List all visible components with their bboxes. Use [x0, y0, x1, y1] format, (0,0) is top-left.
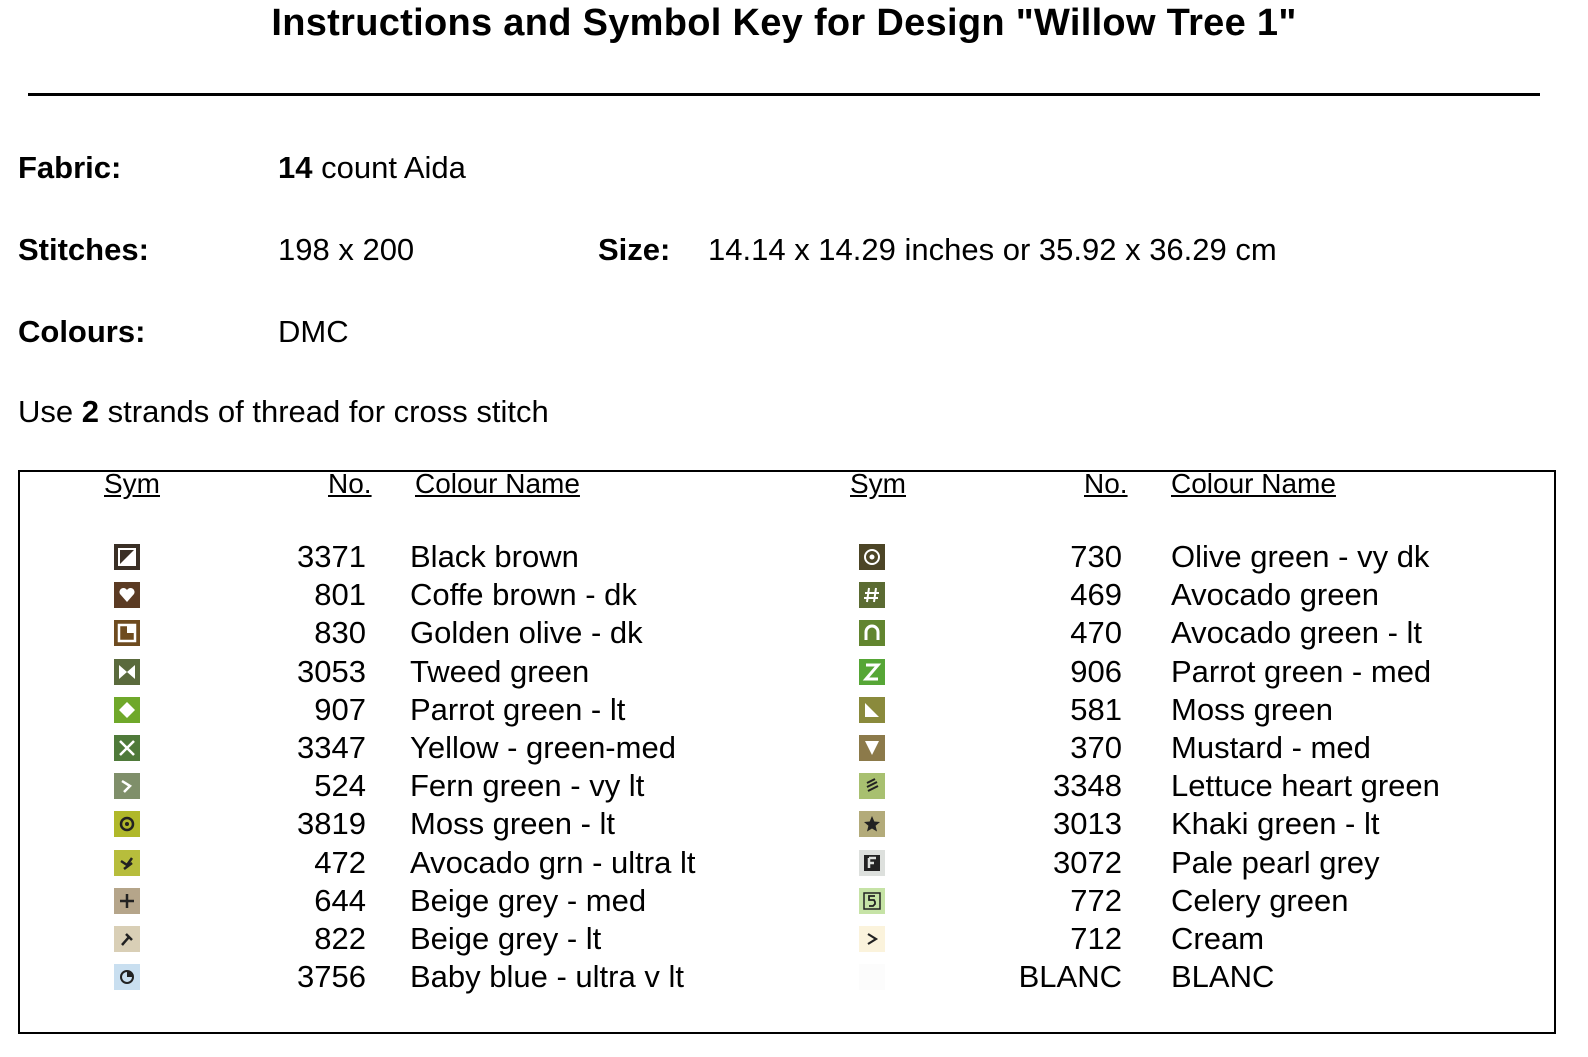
- stitches-value: 198 x 200: [278, 232, 415, 267]
- colour-name: Pale pearl grey: [1171, 844, 1380, 880]
- letter-f-icon-glyph: [861, 852, 883, 874]
- blank-icon: [859, 964, 885, 990]
- dmc-number: 822: [314, 921, 366, 956]
- stripes-icon: [859, 773, 885, 799]
- header-sym-right: Sym: [850, 468, 906, 499]
- target-circle-icon-glyph: [861, 546, 883, 568]
- colour-name: Parrot green - med: [1171, 653, 1432, 689]
- arch-icon-glyph: [861, 622, 883, 644]
- dmc-number: 370: [1070, 730, 1122, 765]
- colours-value: DMC: [278, 314, 349, 349]
- greater-than-icon: [859, 926, 885, 952]
- greater-than-icon-glyph: [861, 928, 883, 950]
- colour-name: Golden olive - dk: [410, 615, 643, 651]
- dmc-number: 3013: [1053, 806, 1122, 842]
- colour-name: Tweed green: [410, 653, 590, 689]
- triangle-corner-icon-glyph: [861, 699, 883, 721]
- target-circle-icon: [859, 544, 885, 570]
- corner-l-icon: [114, 620, 140, 646]
- colour-name: Fern green - vy lt: [410, 768, 645, 804]
- hammer-icon-glyph: [116, 928, 138, 950]
- colour-name: Coffe brown - dk: [410, 577, 637, 613]
- plus-icon-glyph: [116, 890, 138, 912]
- triangle-down-icon: [859, 735, 885, 761]
- colours-label: Colours:: [18, 314, 146, 349]
- triangle-corner-icon: [859, 697, 885, 723]
- dmc-number: 772: [1070, 882, 1122, 918]
- arrow-check-icon-glyph: [116, 852, 138, 874]
- number-5-icon: [859, 888, 885, 914]
- pie-circle-icon-glyph: [116, 966, 138, 988]
- swirl-circle-icon-glyph: [116, 813, 138, 835]
- colour-name: Parrot green - lt: [410, 691, 626, 727]
- hash-icon: [859, 582, 885, 608]
- letter-z-icon-glyph: [861, 661, 883, 683]
- dmc-number: 3347: [297, 730, 366, 765]
- diamond-icon-glyph: [116, 699, 138, 721]
- heart-icon-glyph: [116, 584, 138, 606]
- dmc-number: 712: [1070, 921, 1122, 956]
- colour-name: Khaki green - lt: [1171, 806, 1380, 842]
- letter-z-icon: [859, 659, 885, 685]
- header-no-left: No.: [328, 468, 372, 499]
- dmc-number: 906: [1070, 653, 1122, 689]
- check-mark-icon: [114, 773, 140, 799]
- dmc-number: 3756: [297, 959, 366, 995]
- number-5-icon-glyph: [861, 890, 883, 912]
- colour-name: Cream: [1171, 921, 1265, 956]
- fabric-count: 14: [278, 150, 313, 185]
- diamond-icon: [114, 697, 140, 723]
- fabric-value: [278, 150, 466, 186]
- divider-line: [28, 93, 1540, 96]
- arch-icon: [859, 620, 885, 646]
- heart-icon: [114, 582, 140, 608]
- dmc-number: 801: [314, 577, 366, 613]
- colour-name: Black brown: [410, 539, 579, 574]
- diagonal-split-square-icon-glyph: [116, 546, 138, 568]
- dmc-number: 524: [314, 768, 366, 804]
- hammer-icon: [114, 926, 140, 952]
- colour-name: Avocado green: [1171, 577, 1379, 613]
- stripes-icon-glyph: [861, 775, 883, 797]
- dmc-number: 469: [1070, 577, 1122, 613]
- dmc-number: 907: [314, 691, 366, 727]
- swirl-circle-icon: [114, 811, 140, 837]
- stitches-label: Stitches:: [18, 232, 149, 267]
- dmc-number: 472: [314, 844, 366, 880]
- plus-icon: [114, 888, 140, 914]
- strands-count: 2: [81, 394, 100, 429]
- dmc-number: 830: [314, 615, 366, 651]
- bowtie-icon: [114, 659, 140, 685]
- colour-name: BLANC: [1171, 959, 1275, 995]
- header-no-right: No.: [1084, 468, 1128, 499]
- dmc-number: 3053: [297, 653, 366, 689]
- colour-name: Olive green - vy dk: [1171, 539, 1430, 574]
- colour-name: Beige grey - lt: [410, 921, 602, 956]
- bowtie-icon-glyph: [116, 661, 138, 683]
- colour-name: Baby blue - ultra v lt: [410, 959, 684, 995]
- letter-f-icon: [859, 850, 885, 876]
- dmc-number: 3348: [1053, 768, 1122, 804]
- fabric-label: Fabric:: [18, 150, 122, 185]
- colour-name: Yellow - green-med: [410, 730, 676, 765]
- colour-name: Avocado green - lt: [1171, 615, 1423, 651]
- check-mark-icon-glyph: [116, 775, 138, 797]
- page-title: Instructions and Symbol Key for Design "Willow Tree 1": [271, 2, 1297, 44]
- arrow-check-icon: [114, 850, 140, 876]
- colour-name: Mustard - med: [1171, 730, 1371, 765]
- header-colour-name-left: Colour Name: [415, 468, 580, 499]
- triangle-down-icon-glyph: [861, 737, 883, 759]
- header-sym-left: Sym: [104, 468, 160, 499]
- diagonal-split-square-icon: [114, 544, 140, 570]
- corner-l-icon-glyph: [116, 622, 138, 644]
- size-label: Size:: [598, 232, 671, 267]
- colour-name: Moss green: [1171, 691, 1333, 727]
- hash-icon-glyph: [861, 584, 883, 606]
- pie-circle-icon: [114, 964, 140, 990]
- colour-name: Celery green: [1171, 882, 1349, 918]
- colour-name: Moss green - lt: [410, 806, 616, 842]
- size-value: 14.14 x 14.29 inches or 35.92 x 36.29 cm: [708, 232, 1277, 267]
- fabric-type: count Aida: [321, 150, 466, 185]
- dmc-number: 581: [1070, 691, 1122, 727]
- strands-suffix: strands of thread for cross stitch: [107, 394, 549, 429]
- dmc-number: 3819: [297, 806, 366, 842]
- dmc-number: BLANC: [1018, 959, 1122, 995]
- strands-prefix: Use: [18, 394, 74, 429]
- header-colour-name-right: Colour Name: [1171, 468, 1336, 499]
- x-mark-icon: [114, 735, 140, 761]
- strands-instruction: [18, 394, 549, 430]
- x-mark-icon-glyph: [116, 737, 138, 759]
- dmc-number: 3072: [1053, 844, 1122, 880]
- blank-icon-glyph: [861, 966, 883, 988]
- dmc-number: 470: [1070, 615, 1122, 651]
- star-icon-glyph: [861, 813, 883, 835]
- colour-name: Lettuce heart green: [1171, 768, 1440, 804]
- dmc-number: 644: [314, 882, 366, 918]
- colour-name: Avocado grn - ultra lt: [410, 844, 696, 880]
- star-icon: [859, 811, 885, 837]
- dmc-number: 3371: [297, 539, 366, 574]
- colour-name: Beige grey - med: [410, 882, 647, 918]
- dmc-number: 730: [1070, 539, 1122, 574]
